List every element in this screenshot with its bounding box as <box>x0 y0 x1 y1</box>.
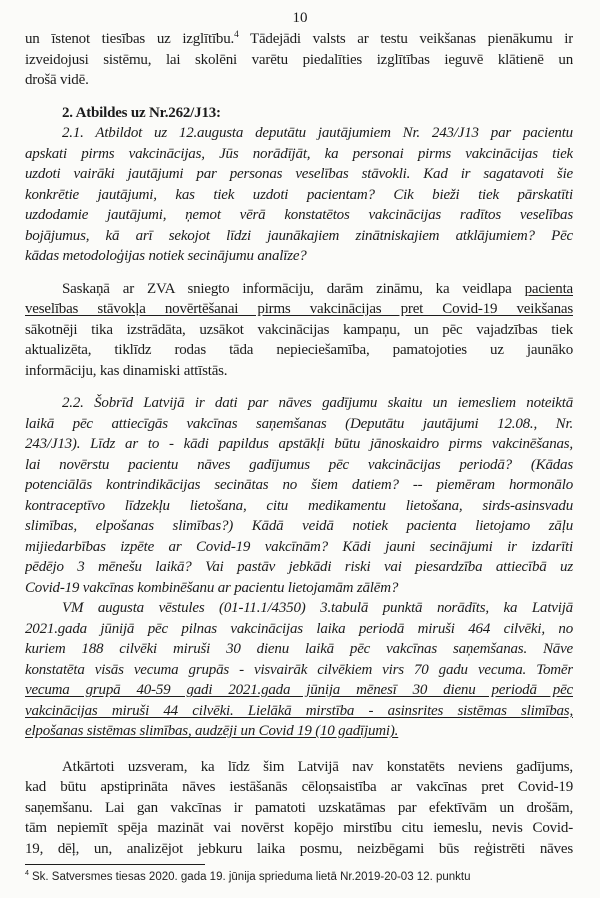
text-line <box>25 701 573 722</box>
text-run: izveidojusi sistēmu, lai skolēni varētu piedalīties izglītības ieguvē klātienē un <box>25 51 573 68</box>
text-run: lai novērstu pacientu nāves gadījumus pēc vakcinācijas periodā? (Kādas <box>25 456 573 473</box>
text-run: un īstenot tiesības uz izglītību. <box>25 31 235 47</box>
text-run: kontraceptīvo līdzekļu lietošana, citu medikamentu lietošana, sirds-asinsvadu <box>25 497 573 514</box>
text-run: bojājumus, kā arī sekojot līdzi jaunākajiem zinātniskajiem atklājumiem? Pēc <box>25 227 573 244</box>
text-run: uzdoti vairāki jautājumi par personas veselības stāvokli. Kad ir sagatavoti šie <box>25 166 573 182</box>
footnote-text: Sk. Satversmes tiesas 2020. gada 19. jūnija sprieduma lietā Nr.2019-20-03 12. punktu <box>31 871 471 883</box>
text-line <box>25 50 573 71</box>
text-run: 243/J13). Līdz ar to - kādi papildus apstākļi būtu jānoskaidro pirms vakcinēšanas, <box>25 436 573 452</box>
document-body <box>25 29 573 859</box>
text-line <box>25 818 573 839</box>
text-line <box>25 537 573 558</box>
text-line <box>25 144 573 165</box>
text-line <box>25 70 573 91</box>
text-line <box>25 393 573 414</box>
text-run: apskati pirms vakcinācijas, Jūs norādījāt, ka personai pirms vakcinācijas tiek <box>25 145 573 162</box>
text-line <box>25 185 573 206</box>
text-run: konstatēta visās vecuma grupās - visvairāk cilvēkiem virs 70 gadu vecuma. Tomēr <box>25 661 573 678</box>
text-line <box>25 496 573 517</box>
paragraph <box>25 757 573 860</box>
paragraph <box>25 598 573 742</box>
text-run: kad būtu apstiprināta nāves iestāšanās cēloņsaistība ar vakcīnas pret Covid-19 <box>25 779 573 795</box>
text-run: kādas metodoloģijas notiek secinājumu analīze? <box>25 248 307 264</box>
text-line <box>25 279 573 300</box>
text-line <box>25 29 573 50</box>
text-run: 2.2. Šobrīd Latvijā ir dati par nāves gadījumu skaitu un iemesliem noteiktā <box>62 395 573 411</box>
page-number: 10 <box>292 10 308 26</box>
text-line <box>25 123 573 144</box>
text-line <box>25 205 573 226</box>
text-run: Atkārtoti uzsveram, ka līdz šim Latvijā nav konstatēts neviens gadījums, <box>62 758 573 775</box>
text-line <box>25 246 573 267</box>
paragraph <box>25 123 573 267</box>
text-line <box>25 798 573 819</box>
text-line <box>25 578 573 599</box>
text-line <box>25 777 573 798</box>
text-run: VM augusta vēstules (01-11.1/4350) 3.tabulā punktā norādīts, ka Latvijā <box>62 600 573 616</box>
text-run: 2021.gada jūnijā pēc pilnas vakcinācijas laika periodā miruši 464 cilvēki, no <box>25 620 573 637</box>
text-line <box>25 434 573 455</box>
text-run: sākotnēji tika izstrādāta, uzsākot vakcinācijas kampaņu, un pēc vajadzības tiek <box>25 321 573 338</box>
text-run: uzdodamie jautājumi, ņemot vērā konstatētos vakcinācijas radītos veselības <box>25 207 573 223</box>
text-run: 2.1. Atbildot uz 12.augusta deputātu jautājumiem Nr. 243/J13 par pacientu <box>62 125 573 141</box>
text-run: elpošanas sistēmas slimības, audzēji un Covid 19 (10 gadījumi). <box>25 723 399 739</box>
text-line <box>25 639 573 660</box>
paragraph <box>25 29 573 91</box>
text-run: mijiedarbības izpēte ar Covid-19 vakcīnām? Kādi jauni secinājumi ir izdarīti <box>25 538 573 555</box>
text-run: saņemšanu. Lai gan vakcīnas ir pamatoti uzskatāmas par efektīvām un drošām, <box>25 799 573 816</box>
paragraph <box>25 279 573 382</box>
text-run: laikā pēc attiecīgās vakcīnas saņemšanas (Deputātu jautājumi 12.08., Nr. <box>25 415 573 432</box>
text-line <box>25 299 573 320</box>
text-line <box>25 475 573 496</box>
text-line <box>25 757 573 778</box>
text-run: slimības, elpošanas slimības?) Kādā veidā notiek pacienta lietojamo zāļu <box>25 518 573 534</box>
text-line <box>25 619 573 640</box>
text-run: Saskaņā ar ZVA sniegto informāciju, darām zināmu, ka veidlapa <box>62 280 525 297</box>
text-run: vecuma grupā 40-59 gadi 2021.gada jūnija mēnesī 30 dienu periodā pēc <box>25 682 573 698</box>
text-run: Tādejādi valsts ar testu veikšanas pienākumu ir <box>238 31 573 47</box>
text-run: kuriem 188 cilvēki miruši 30 dienu laikā pēc vakcīnas saņemšanas. Nāve <box>25 641 573 657</box>
text-run: vakcinācijas miruši 44 cilvēki. Lielākā mirstība - asinsrites sistēmas slimības, <box>25 702 573 719</box>
text-line <box>25 721 573 742</box>
footnote-reference: 4 <box>234 30 239 40</box>
text-line <box>25 839 573 860</box>
text-line <box>25 598 573 619</box>
text-line <box>25 557 573 578</box>
footnote <box>25 871 573 883</box>
text-run: aktualizēta, tiklīdz rodas tāda nepieciešamība, pamatojoties uz jaunāko <box>25 342 573 358</box>
text-line <box>25 340 573 361</box>
footnote-separator <box>25 864 205 865</box>
text-run: pēdējo 3 mēnešu laikā? Vai pastāv jebkādi riski vai piesardzība attiecībā uz <box>25 559 573 575</box>
text-line <box>25 516 573 537</box>
text-line <box>25 660 573 681</box>
text-line <box>25 320 573 341</box>
text-line <box>25 226 573 247</box>
text-line <box>25 361 573 382</box>
text-line <box>25 680 573 701</box>
paragraph <box>25 103 573 124</box>
paragraph <box>25 393 573 598</box>
footnote-marker: 4 <box>25 869 29 878</box>
text-line <box>25 103 573 124</box>
text-run: pacienta <box>524 280 573 297</box>
text-run: drošā vidē. <box>25 72 89 88</box>
text-run: konkrētie jautājumi, kas tiek uzdoti pacientam? Cik bieži tiek pārskatīti <box>25 186 573 203</box>
text-run: informāciju, kas dinamiski attīstās. <box>25 362 228 379</box>
text-run: 19, dēļ, un, analizējot jebkuru laika posmu, neizbēgami būs reģistrēti nāves <box>25 840 573 857</box>
text-run: potenciālās kontrindikācijas secinātas no šiem datiem? -- piemēram hormonālo <box>25 477 573 493</box>
text-run: veselības stāvokļa novērtēšanai pirms vakcinācijas pret Covid-19 veikšanas <box>25 301 573 317</box>
text-line <box>25 414 573 435</box>
text-line <box>25 455 573 476</box>
text-line <box>25 164 573 185</box>
text-run: Covid-19 vakcīnas kombinēšanu ar pacientu lietojamām zālēm? <box>25 579 399 596</box>
text-run: tām nepiemīt spēja mazināt vai novērst kopējo mirstību citu iemeslu, nevis Covid- <box>25 820 573 836</box>
text-run: 2. Atbildes uz Nr.262/J13: <box>62 104 221 121</box>
